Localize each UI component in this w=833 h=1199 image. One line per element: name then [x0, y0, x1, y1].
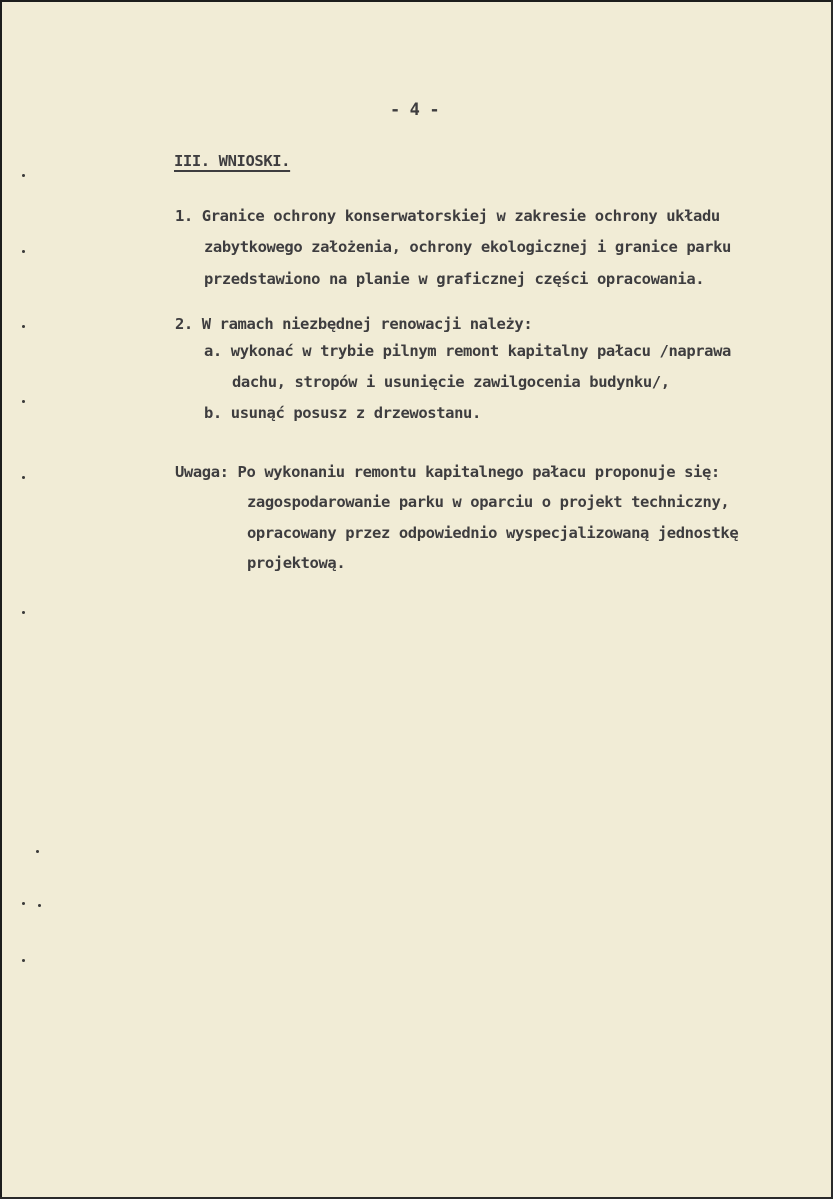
margin-speck [22, 174, 25, 177]
margin-speck [22, 400, 25, 403]
item-2-line-1: 2. W ramach niezbędnej renowacji należy: [175, 315, 533, 333]
margin-speck [22, 476, 25, 479]
margin-speck [22, 959, 25, 962]
note-line-4: projektową. [247, 554, 346, 572]
margin-speck [22, 250, 25, 253]
page-number: - 4 - [390, 100, 440, 120]
section-heading: III. WNIOSKI. [174, 152, 291, 170]
item-1-line-3: przedstawiono na planie w graficznej części opracowania. [204, 270, 705, 288]
item-1-line-1: 1. Granice ochrony konserwatorskiej w zakresie ochrony układu [175, 207, 720, 225]
note-line-3: opracowany przez odpowiednio wyspecjalizowaną jednostkę [247, 524, 739, 542]
item-2-sub-b: b. usunąć posusz z drzewostanu. [204, 404, 481, 422]
note-line-1: Uwaga: Po wykonaniu remontu kapitalnego pałacu proponuje się: [175, 463, 720, 481]
margin-speck [36, 850, 39, 853]
note-line-2: zagospodarowanie parku w oparciu o projekt techniczny, [247, 493, 730, 511]
margin-speck [22, 325, 25, 328]
item-1-line-2: zabytkowego założenia, ochrony ekologicznej i granice parku [204, 238, 731, 256]
item-2-sub-a-line-2: dachu, stropów i usunięcie zawilgocenia budynku/, [232, 373, 670, 391]
margin-speck [22, 902, 25, 905]
margin-speck [22, 611, 25, 614]
item-2-sub-a-line-1: a. wykonać w trybie pilnym remont kapitalny pałacu /naprawa [204, 342, 731, 360]
margin-speck [38, 904, 41, 907]
